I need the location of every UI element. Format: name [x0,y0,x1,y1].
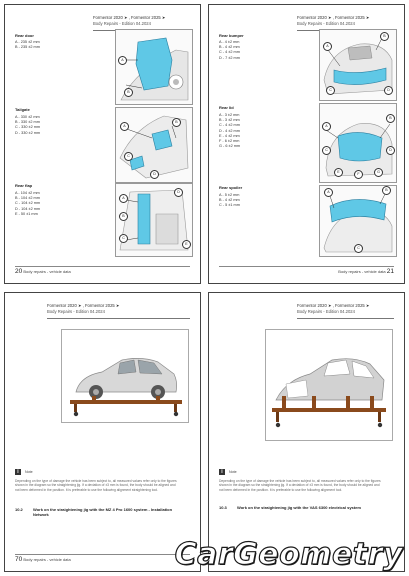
callout-f: F [354,170,363,179]
spec-item: A - 4 ±2 mm [219,40,240,44]
callout-g: G [374,168,383,177]
spec-item: C - 5 ±1 mm [219,203,240,208]
page-number: 20 [15,268,23,275]
section-title: Rear lid [219,105,234,110]
callout-d: D [150,170,159,179]
spec-item: C - 4 ±2 mm [219,123,240,128]
footer-text: Body repairs - vehicle data [23,557,71,562]
manual-page-20 [4,4,201,284]
section-title: Tailgate [15,107,30,112]
callout-d: D [384,86,393,95]
spec-item: D - 104 ±2 mm [15,206,41,211]
vehicle-on-jig-image [62,330,188,422]
page-number: 21 [386,268,394,275]
tailgate-diagram [115,107,193,183]
spec-item: C - 104 ±2 mm [15,201,41,206]
callout-b: B [380,32,389,41]
info-icon: i [15,469,21,475]
callout-a: A [324,188,333,197]
callout-a: A [322,122,331,131]
info-icon: i [219,469,225,475]
section-title: Rear door [15,33,34,38]
callout-e: E [182,240,191,249]
header-rule [47,318,190,319]
callout-a: A [118,56,127,65]
callout-c: C [326,86,335,95]
footer-rule [15,266,190,267]
callout-c: C [124,152,133,161]
callout-b: B [386,114,395,123]
header-rule [297,318,394,319]
spec-list [15,40,40,50]
spec-item: B - 104 ±2 mm [15,196,40,201]
page-footer [15,268,71,275]
spec-item: E - 50 ±1 mm [15,211,38,216]
manual-page-70 [4,292,201,572]
header-models: Formentor 2020 ➤ , Formentor 2025 ➤ [297,15,370,20]
callout-a: A [323,42,332,51]
section-title: Rear flap [15,183,33,188]
jig-photo [265,329,393,441]
note-text: Depending on the type of damage the vehicle has been subject to, all measured values refer only to the figures shown in the diagram so the straightening jig. If a deviation of ±3 mm is found, the body should be aligned and not been deformed in the position. It is preferable to use the following alignment tool. [219,479,381,492]
footer-rule [219,266,394,267]
spec-item: D - 7 ±2 mm [219,55,240,60]
footer-rule [15,554,190,555]
header-subtitle: Body Repairs - Edition 04.2024 [297,21,355,26]
header-models: Formentor 2020 ➤ , Formentor 2025 ➤ [47,303,120,308]
section-number: 10.2 [15,507,23,512]
footer-text: Body repairs - vehicle data [23,269,71,274]
bodyshell-on-jig-image [266,330,392,440]
spec-item: B - 3 ±2 mm [219,118,240,123]
spec-item: F - 6 ±2 mm [219,139,240,144]
section-title: Rear bumper [219,33,244,38]
section-heading: Work on the straightening jig with the MZ 4 Pro 1600 system - Installation Network [33,507,173,518]
spec-item: A - 330 ±2 mm [15,115,40,119]
cargeometry-watermark: CarGeometry [174,537,403,572]
callout-a: A [120,122,129,131]
spec-list [15,191,40,217]
header-models: Formentor 2020 ➤ , Formentor 2025 ➤ [297,303,370,308]
spec-list [15,115,40,136]
rear-spoiler-diagram [319,185,397,257]
spec-list [219,193,240,209]
note-text: Depending on the type of damage the vehicle has been subject to, all measured values refer only to the figures shown in the diagram so the straightening jig. If a deviation of ±3 mm is found, the body should be aligned and not been deformed in the position. It is preferable to use the following alignment straightening tool. [15,479,177,492]
spec-item: A - 104 ±2 mm [15,191,40,195]
spec-item: D - 330 ±2 mm [15,130,41,135]
header-models: Formentor 2020 ➤ , Formentor 2025 ➤ [93,15,166,20]
callout-d: D [386,146,395,155]
spec-item: B - 235 ±2 mm [15,45,40,50]
callout-b: B [172,118,181,127]
spec-item: A - 235 ±2 mm [15,40,40,44]
section-title: Rear spoiler [219,185,243,190]
page-number: 70 [15,556,23,563]
spec-item: E - 4 ±2 mm [219,133,240,138]
page-footer [338,268,394,275]
note-label: Note [25,470,33,474]
callout-b: B [124,88,133,97]
callout-a: A [119,194,128,203]
page-footer [15,556,71,563]
spec-item: C - 4 ±2 mm [219,50,240,55]
spec-item: A - 5 ±2 mm [219,193,240,197]
spec-item: B - 330 ±2 mm [15,120,40,125]
rear-flap-diagram [115,183,193,257]
spec-item: C - 330 ±2 mm [15,125,41,130]
callout-c: C [119,234,128,243]
spec-item: B - 4 ±2 mm [219,45,240,50]
callout-c: C [354,244,363,253]
callout-c: C [322,146,331,155]
spec-item: D - 4 ±2 mm [219,128,240,133]
callout-d: D [174,188,183,197]
rear-lid-diagram [319,103,397,183]
header-subtitle: Body Repairs - Edition 04.2024 [297,309,355,314]
jig-photo [61,329,189,423]
header-subtitle: Body Repairs - Edition 04.2024 [93,21,151,26]
spec-list [219,40,240,61]
note-label: Note [229,470,237,474]
spec-list [219,113,240,149]
rear-door-diagram [115,29,193,105]
callout-b: B [119,212,128,221]
header-subtitle: Body Repairs - Edition 04.2024 [47,309,105,314]
footer-text: Body repairs - vehicle data [338,269,386,274]
callout-b: B [382,186,391,195]
spec-item: G - 6 ±2 mm [219,144,241,149]
manual-page-71 [208,292,405,572]
section-heading: Work on the straightening jig with the VAS 6300 electrical system [237,505,361,510]
manual-page-21 [208,4,405,284]
section-number: 10.3 [219,505,227,510]
spec-item: A - 3 ±2 mm [219,113,240,117]
spec-item: B - 4 ±2 mm [219,198,240,203]
callout-e: E [334,168,343,177]
rear-bumper-diagram [319,29,397,101]
